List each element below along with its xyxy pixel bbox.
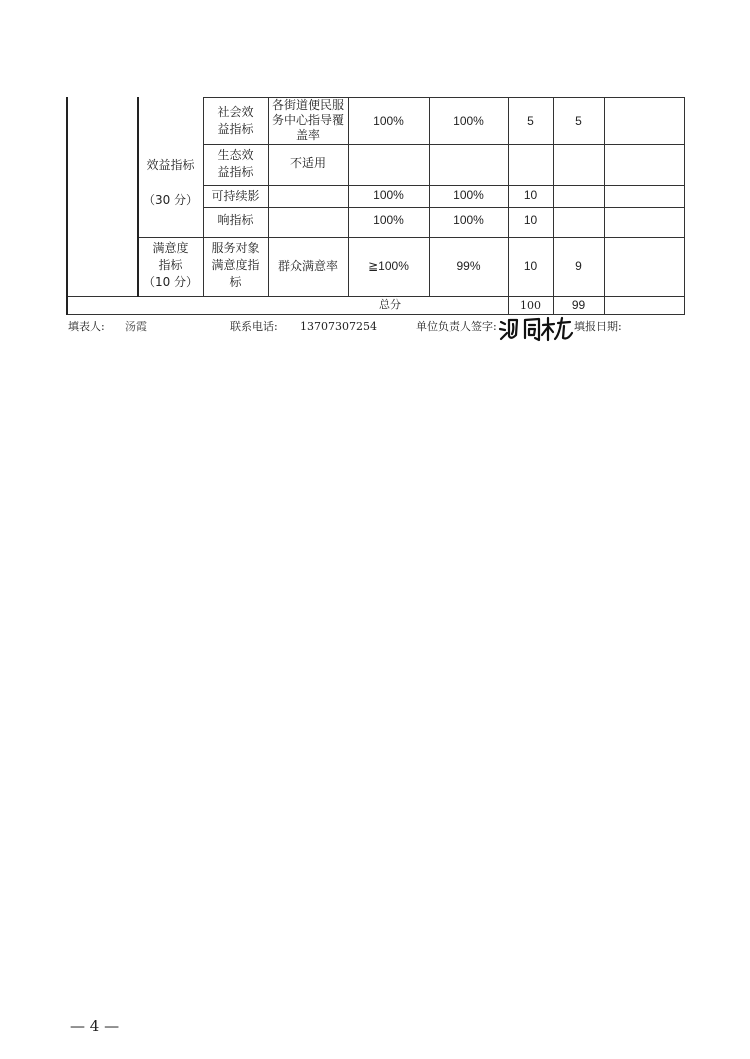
page-number: — 4 — — [70, 1017, 120, 1035]
handwritten-signature — [498, 314, 574, 342]
date-label: 填报日期: — [574, 320, 622, 333]
weight-value: 10 — [523, 188, 538, 202]
satisfaction-actual: 99% — [456, 259, 481, 273]
satisfaction-label: 满意度 指标 （10 分） — [142, 241, 199, 289]
satisfaction-sub-indicator: 服务对象 满意度指 标 — [211, 241, 260, 289]
total-score: 99 — [571, 298, 586, 312]
leader-label: 单位负责人签字: — [416, 320, 497, 333]
col-line-8 — [604, 97, 605, 315]
satisfaction-target: ≧100% — [368, 259, 409, 273]
target-value: 100% — [373, 213, 404, 227]
row-line-2 — [203, 185, 685, 186]
row-line-1 — [203, 144, 685, 145]
weight-value: 5 — [527, 114, 534, 128]
satisfaction-score: 9 — [575, 259, 582, 273]
table-bottom-border — [66, 314, 685, 315]
target-value: 100% — [373, 114, 404, 128]
weight-value: 10 — [523, 213, 538, 227]
indicator-not-applicable: 不适用 — [289, 156, 326, 170]
phone-number: 13707307254 — [300, 320, 377, 333]
satisfaction-indicator: 群众满意率 — [277, 259, 338, 273]
filler-name: 汤霞 — [125, 320, 147, 333]
indicator-coverage: 各街道便民服 务中心指导覆 盖率 — [271, 98, 344, 142]
col-line-9 — [684, 97, 685, 315]
col-line-6 — [508, 97, 509, 315]
sub-indicator-ecological: 生态效 益指标 — [217, 148, 254, 179]
score-value: 5 — [575, 114, 582, 128]
row-line-3 — [203, 207, 685, 208]
actual-value: 100% — [453, 188, 484, 202]
actual-value: 100% — [453, 213, 484, 227]
group-label: 效益指标 — [146, 158, 195, 172]
phone-label: 联系电话: — [230, 320, 278, 333]
col-line-0 — [66, 97, 68, 315]
target-value: 100% — [373, 188, 404, 202]
total-label: 总分 — [379, 298, 401, 311]
actual-value: 100% — [453, 114, 484, 128]
col-line-7 — [553, 97, 554, 315]
total-weight: 100 — [520, 299, 541, 312]
filler-label: 填表人: — [68, 320, 105, 333]
sub-indicator-sustainable-1: 可持续影 — [211, 189, 260, 203]
sub-indicator-social: 社会效 益指标 — [217, 105, 254, 136]
sub-indicator-sustainable-2: 响指标 — [217, 213, 254, 227]
group-score: （30 分） — [142, 193, 199, 207]
satisfaction-weight: 10 — [523, 259, 538, 273]
row-line-4 — [138, 237, 685, 238]
